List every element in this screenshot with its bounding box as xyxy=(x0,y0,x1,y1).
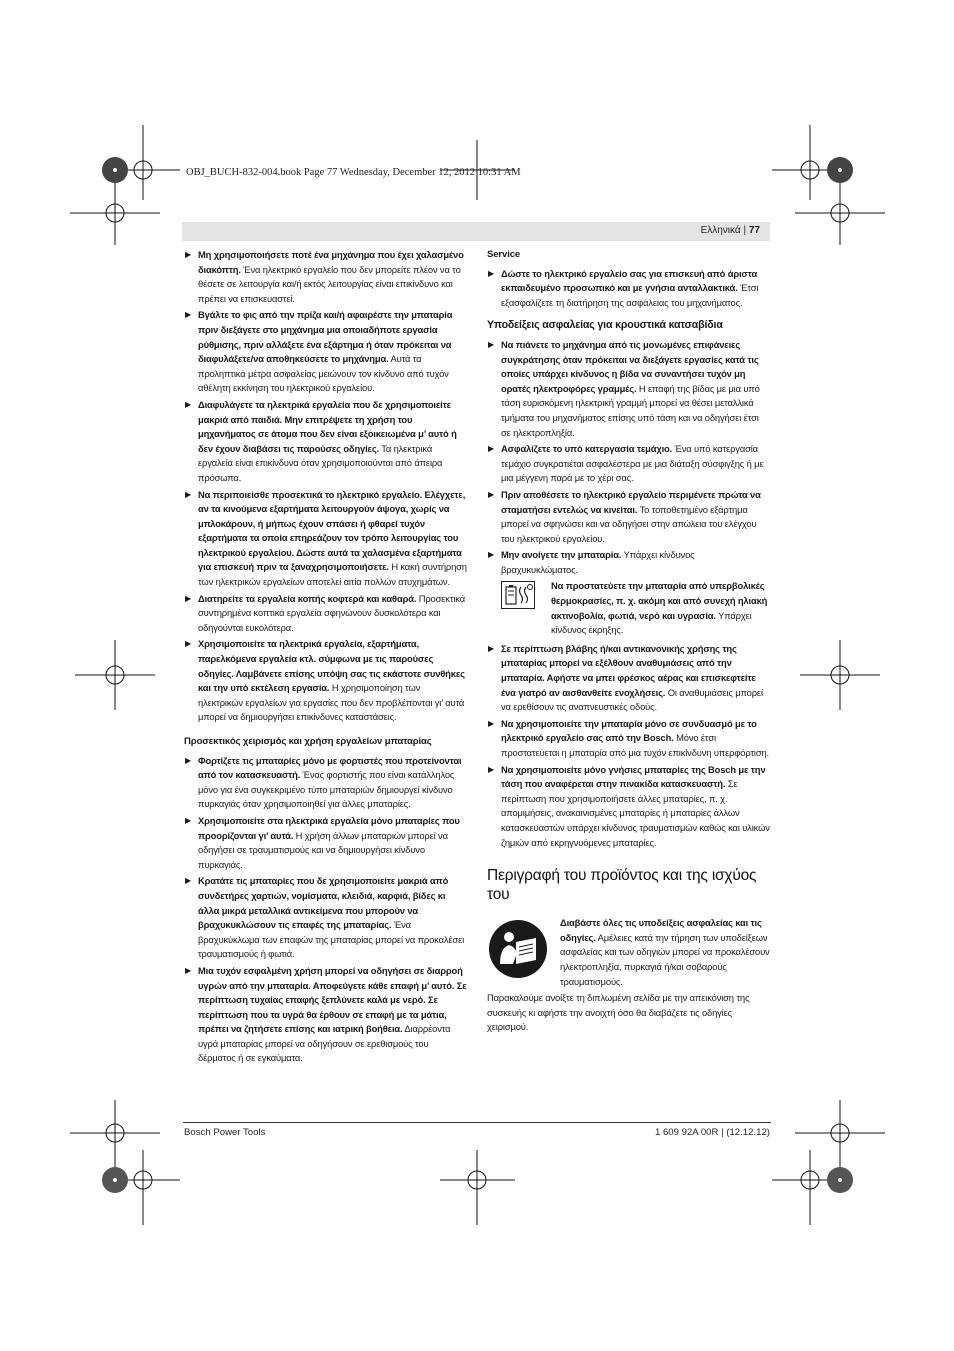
page-number: 77 xyxy=(748,225,760,236)
list-item: ▶ Φορτίζετε τις μπαταρίες μόνο με φορτιστές που προτείνονται από τον κατασκευαστή. Ένας φορτιστής που είναι κατάλληλος μόνο για ένα συγκεκριμένο τύπο μπαταριών δημιουργεί κίνδυνο πυρκαγιάς όταν χρησιμοποιηθεί για άλλες μπαταρίες. xyxy=(185,754,462,810)
list-item: ▶ Διαφυλάγετε τα ηλεκτρικά εργαλεία που δε χρησιμοποιείτε μακριά από παιδιά. Μην επιτρέψετε τη χρήση του μηχανήματος σε άτομα που δεν είναι εξοικειωμένα μ’ αυτό ή δεν έχουν διαβάσει τις παρούσες οδηγίες. Τα ηλεκτρικά εργαλεία είναι επικίνδυνα όταν χρησιμοποιούνται από άπειρα πρόσωπα. xyxy=(185,398,457,483)
battery-heat-icon xyxy=(501,581,535,609)
right-column xyxy=(487,248,770,1035)
list-item: ▶ Χρησιμοποιείτε στα ηλεκτρικά εργαλεία μόνο μπαταρίες που προορίζονται γι’ αυτά. Η χρήση άλλων μπαταριών μπορεί να οδηγήσει σε τραυματισμούς και να δημιουργήσει κίνδυνο πυρκαγιάς. xyxy=(185,814,460,870)
list-item: ▶ Κρατάτε τις μπαταρίες που δε χρησιμοποιείτε μακριά από συνδετήρες χαρτιών, νομίσματα, κλειδιά, καρφιά, βίδες κι άλλα μικρά μεταλλικά αντικείμενα που μπορούν να βραχυκυκλώσουν τις επαφές της μπαταρίας. Ένα βραχυκύκλωμα των επαφών της μπαταρίας μπορεί να προκαλέσει τραυματισμούς ή φωτιά. xyxy=(185,875,465,960)
triangle-bullet-icon: ▶ xyxy=(488,489,495,499)
heat-warning-note: Να προστατεύετε την μπαταρία από υπερβολικές θερμοκρασίες, π. χ. ακόμη και από συνεχή ηλιακή ακτινοβολία, φωτιά, νερό και υγρασία. Υπάρχει κίνδυνος έκρηξης. xyxy=(501,579,770,637)
list-item: ▶ Μια τυχόν εσφαλμένη χρήση μπορεί να οδηγήσει σε διαρροή υγρών από την μπαταρία. Αποφεύγετε κάθε επαφή μ’ αυτό. Σε περίπτωση τυχαίας επαφής ξεπλύνετε καλά με νερό. Σε περίπτωση που τα υγρά θα έρθουν σε επαφή με τα μάτια, πρέπει να ζητήσετε επίσης και ιατρική βοήθεια. Διαρρέοντα υγρά μπαταρίας μπορεί να οδηγήσουν σε ερεθισμούς του δέρματος ή σε εγκαύματα. xyxy=(185,964,467,1064)
triangle-bullet-icon: ▶ xyxy=(488,268,495,278)
footer-divider xyxy=(183,1122,771,1123)
list-item: ▶ Πριν αποθέσετε το ηλεκτρικό εργαλείο περιμένετε πρώτα να σταματήσει εντελώς να κινείται. Το τοποθετημένο εξάρτημα μπορεί να σφηνώσει και να οδηγήσει στην απώλεια του ελέγχου του ηλεκτρικού εργαλείου. xyxy=(488,488,761,544)
list-item: ▶ Μην ανοίγετε την μπαταρία. Υπάρχει κίνδυνος βραχυκυκλώματος. xyxy=(488,549,695,575)
footer-doc-number: 1 609 92A 00R | (12.12.12) xyxy=(654,1127,770,1138)
list-item: ▶ Ασφαλίζετε το υπό κατεργασία τεμάχιο. Ένα υπό κατεργασία τεμάχιο συγκρατιέται ασφαλέστερα με μια διάταξη σύσφιγξης ή με μια μέγγενη παρά με το χέρι σας. xyxy=(488,443,764,484)
screwdriver-safety-heading: Υποδείξεις ασφαλείας για κρουστικά κατσαβίδια xyxy=(487,319,723,332)
left-column xyxy=(184,248,467,1068)
triangle-bullet-icon: ▶ xyxy=(488,764,495,774)
triangle-bullet-icon: ▶ xyxy=(488,339,495,349)
page-language-number: Ελληνικά | 77 xyxy=(700,225,760,236)
triangle-bullet-icon: ▶ xyxy=(488,550,495,560)
safety-items-general xyxy=(184,248,467,725)
triangle-bullet-icon: ▶ xyxy=(488,444,495,454)
triangle-bullet-icon: ▶ xyxy=(185,399,192,409)
safety-items-battery xyxy=(184,754,467,1066)
print-info-line: OBJ_BUCH-832-004.book Page 77 Wednesday, December 12, 2012 10:31 AM xyxy=(186,167,521,178)
section-title: Περιγραφή του προϊόντος και της ισχύος του xyxy=(487,867,757,904)
service-heading: Service xyxy=(487,249,521,260)
triangle-bullet-icon: ▶ xyxy=(488,643,495,653)
list-item: ▶ Διατηρείτε τα εργαλεία κοπής κοφτερά και καθαρά. Προσεκτικά συντηρημένα κοπτικά εργαλεία σφηνώνουν δυσκολότερα και οδηγούνται ευκολότερα. xyxy=(185,592,466,633)
section-subheading: Προσεκτικός χειρισμός και χρήση εργαλείων μπαταρίας xyxy=(184,736,432,747)
footer-brand: Bosch Power Tools xyxy=(184,1127,266,1138)
read-instructions-note: Διαβάστε όλες τις υποδείξεις ασφαλείας και τις οδηγίες. Αμέλειες κατά την τήρηση των υποδείξεων ασφαλείας και των οδηγιών μπορεί να προκαλέσουν ηλεκτροπληξία, πυρκαγιά ή/και σοβαρούς τραυματισμούς. xyxy=(487,916,770,989)
read-manual-icon xyxy=(489,920,547,978)
list-item: ▶ Να πιάνετε το μηχάνημα από τις μονωμένες επιφάνειες συγκράτησης όταν πρόκειται να διεξάγετε εργασίες κατά τις οποίες υπάρχει κίνδυνος η βίδα να συναντήσει τυχόν μη ορατές ηλεκτροφόρες γραμμές. Η επαφή της βίδας με μια υπό τάση ευρισκόμενη ηλεκτρική γραμμή μπορεί να θέσει μεταλλικά τμήματα του μηχανήματος επίσης υπό τάση και να οδηγήσει έτσι σε ηλεκτροπληξία. xyxy=(488,338,760,438)
list-item: ▶ Σε περίπτωση βλάβης ή/και αντικανονικής χρήσης της μπαταρίας μπορεί να εξέλθουν αναθυμιάσεις από την μπαταρία. Αφήστε να μπει φρέσκος αέρας και επισκεφτείτε ένα γιατρό αν αισθανθείτε ενοχλήσεις. Οι αναθυμιάσεις μπορεί να ερεθίσουν τις αναπνευστικές οδούς. xyxy=(488,642,763,713)
list-item: ▶ Χρησιμοποιείτε τα ηλεκτρικά εργαλεία, εξαρτήματα, παρελκόμενα εργαλεία κτλ. σύμφωνα με τις παρούσες οδηγίες. Λαμβάνετε επίσης υπόψη σας τις εκάστοτε συνθήκες και την υπό εκτέλεση εργασία. Η χρησιμοποίηση των ηλεκτρικών εργαλείων για εργασίες που δεν προβλέπονται γι’ αυτά μπορεί να δημιουργήσει επικίνδυνες καταστάσεις. xyxy=(185,638,465,723)
triangle-bullet-icon: ▶ xyxy=(488,718,495,728)
triangle-bullet-icon: ▶ xyxy=(185,755,192,765)
triangle-bullet-icon: ▶ xyxy=(185,489,192,499)
list-item: ▶ Βγάλτε το φις από την πρίζα και/ή αφαιρέστε την μπαταρία πριν διεξάγετε στο μηχάνημα μια οποιαδήποτε εργασία ρύθμισης, πριν αλλάξετε ένα εξάρτημα ή όταν πρόκειται να διαφυλάξετε/να αποθηκεύσετε το μηχάνημα. Αυτά τα προληπτικά μέτρα ασφαλείας μειώνουν τον κίνδυνο από τυχόν αθέλητη εκκίνηση του ηλεκτρικού εργαλείου. xyxy=(185,309,453,394)
triangle-bullet-icon: ▶ xyxy=(185,639,192,649)
language-label: Ελληνικά xyxy=(700,225,741,236)
triangle-bullet-icon: ▶ xyxy=(185,250,192,259)
list-item: ▶ Μη χρησιμοποιήσετε ποτέ ένα μηχάνημα που έχει χαλασμένο διακόπτη. Ένα ηλεκτρικό εργαλείο που δεν μπορείτε πλέον να το θέσετε σε λειτουργία και/ή εκτός λειτουργίας είναι επικίνδυνο και πρέπει να επισκευαστεί. xyxy=(185,249,464,304)
triangle-bullet-icon: ▶ xyxy=(185,815,192,825)
list-item: ▶ Να χρησιμοποιείτε μόνο γνήσιες μπαταρίες της Bosch με την τάση που αναφέρεται στην πινακίδα κατασκευαστή. Σε περίπτωση που χρησιμοποιήσετε άλλες μπαταρίες, π. χ. απομιμήσεις, ανακαινισμένες μπαταρίες ή μπαταρίες άλλων κατασκευαστών υπάρχει κίνδυνος τραυματισμών καθώς και υλικών ζημιών από εκρηγνυόμενες μπαταρίες. xyxy=(488,763,770,848)
list-item: ▶ Να περιποιείσθε προσεκτικά το ηλεκτρικό εργαλείο. Ελέγχετε, αν τα κινούμενα εξαρτήματα λειτουργούν άψογα, χωρίς να μπλοκάρουν, ή μήπως έχουν σπάσει ή φθαρεί τυχόν εξαρτήματα τα οποία επηρεάζουν τον τρόπο λειτουργίας του ηλεκτρικού εργαλείου. Δώστε αυτά τα χαλασμένα εξαρτήματα για επισκευή πριν τα ξαναχρησιμοποιήσετε. Η κακή συντήρηση των ηλεκτρικών εργαλείων αποτελεί αιτία πολλών ατυχημάτων. xyxy=(185,488,467,588)
triangle-bullet-icon: ▶ xyxy=(185,876,192,886)
triangle-bullet-icon: ▶ xyxy=(185,593,192,603)
triangle-bullet-icon: ▶ xyxy=(185,310,192,320)
closing-paragraph: Παρακαλούμε ανοίξτε τη διπλωμένη σελίδα με την απεικόνιση της συσκευής κι αφήστε την ανοιχτή όσο θα διαβάζετε τις οδηγίες χειρισμού. xyxy=(487,992,750,1033)
triangle-bullet-icon: ▶ xyxy=(185,965,192,975)
list-item: ▶ Να χρησιμοποιείτε την μπαταρία μόνο σε συνδυασμό με το ηλεκτρικό εργαλείο σας από την Bosch. Μόνο έτσι προστατεύεται η μπαταρία από μια τυχόν επικίνδυνη υπερφόρτιση. xyxy=(488,717,770,758)
list-item: ▶ Δώστε το ηλεκτρικό εργαλείο σας για επισκευή από άριστα εκπαιδευμένο προσωπικό και με γνήσια ανταλλακτικά. Έτσι εξασφαλίζετε τη διατήρηση της ασφάλειας του μηχανήματος. xyxy=(488,267,759,308)
page-header xyxy=(182,222,770,241)
